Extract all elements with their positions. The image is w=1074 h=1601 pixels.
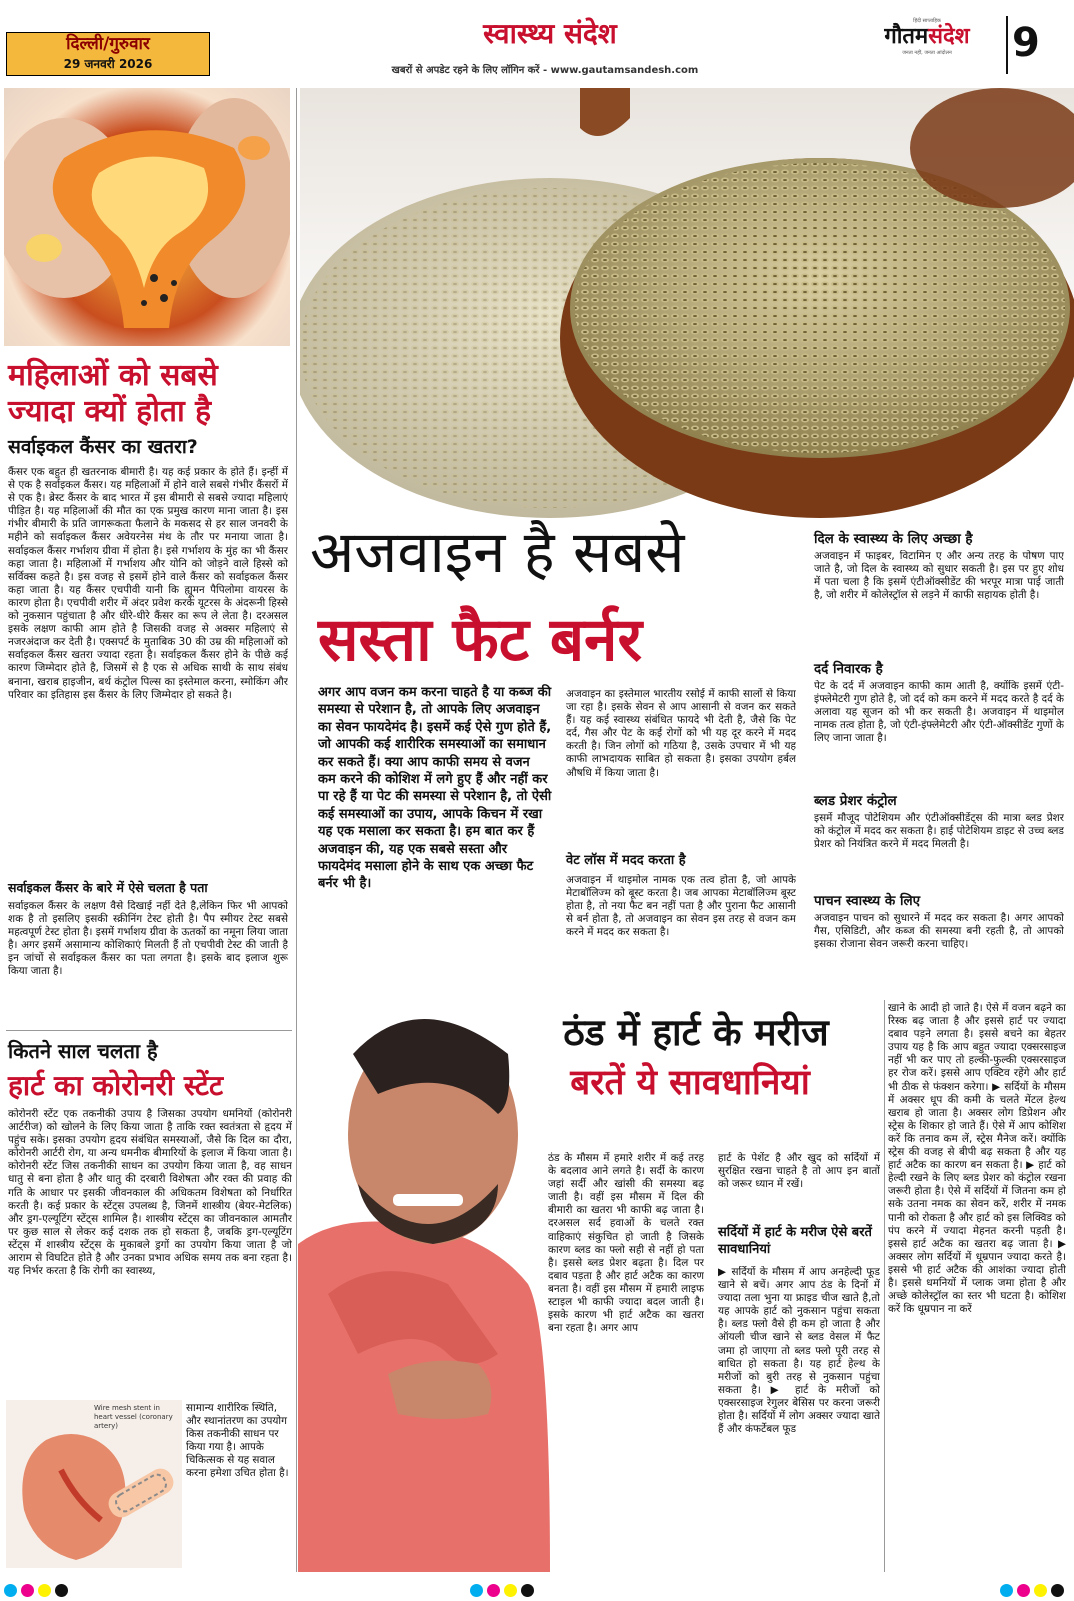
heart-col-2a: हार्ट के पेशेंट है और खुद को सर्दियों में सुरक्षित रखना चाहते है तो आप इन बातों को जरूर ध्यान में रखें। [718, 1152, 880, 1191]
header-divider [1006, 16, 1008, 74]
logo-a: गौतम [884, 24, 929, 49]
stent-body-tail: सामान्य शारीरिक स्थिति, और स्थानांतरण का उपयोग किस तकनीकी साधन पर किया गया है। आपके चिकित्सक से यह सवाल करना हमेशा उचित होता है। [186, 1402, 289, 1480]
stent-title-2: हार्ट का कोरोनरी स्टेंट [8, 1069, 224, 1102]
digestion-subhead: पाचन स्वास्थ्य के लिए [814, 893, 921, 909]
heart-health-subhead: दिल के स्वास्थ्य के लिए अच्छा है [814, 531, 973, 547]
city-day: दिल्ली/गुरुवार [66, 34, 150, 54]
women-cancer-title-1: महिलाओं को सबसे [8, 358, 218, 393]
print-marks-right [1000, 1582, 1068, 1601]
heart-title-2: बरतें ये सावधानियां [570, 1063, 810, 1103]
heart-col-rule [884, 1000, 885, 1572]
heart-col-3: खाने के आदी हो जाते है। ऐसे में वजन बढ़ने का रिस्क बढ़ जाता है और इससे हार्ट पर ज्यादा दबाव पड़ने लगता है। इससे बचने का बेहतर उपाय यह है कि आप बहुत ज्यादा एक्सरसाइज नहीं भी कर पाए तो हल्की-फुल्की एक्सरसाइज हर रोज करें। इससे आप एक्टिव रहेंगे और हार्ट भी ठीक से फंक्शन करेगा। ▶ सर्दियों के मौसम में अक्सर धूप की कमी के चलते मेंटल हेल्थ खराब हो जाता है। अक्सर लोग डिप्रेशन और स्ट्रेस के शिकार हो जाते हैं। ऐसे में आप कोशिश करें कि तनाव कम लें, स्ट्रेस मैनेज करें। क्योंकि स्ट्रेस की वजह से बीपी बढ़ सकता है और यह हार्ट अटैक का कारण बन सकता है। ▶ हार्ट को हेल्दी रखने के लिए ब्लड प्रेशर को कंट्रोल रखना जरूरी होता है। ऐसे में सर्दियों में जितना कम हो सके उतना नमक का सेवन करें, शरीर में नमक पानी को रोकता है और हार्ट को इस लिक्विड को पंप करने में ज्यादा मेहनत करनी पड़ती है। इससे हार्ट अटैक का खतरा बढ़ जाता है। ▶ अक्सर लोग सर्दियों में धूम्रपान ज्यादा करते है। इससे भी हार्ट अटैक की आशंका ज्यादा होती है। इससे धमनियों में प्लाक जमा होता है और अच्छे कोलेस्ट्रॉल का स्तर भी घटता है। कोशिश करें कि धूम्रपान ना करें [888, 1002, 1066, 1316]
women-cancer-body: कैंसर एक बहुत ही खतरनाक बीमारी है। यह कई प्रकार के होते हैं। इन्हीं में से एक है सर्वाइकल कैंसर। यह महिलाओं में होने वाले सबसे गंभीर कैंसरों में से एक है। ब्रेस्ट कैंसर के बाद भारत में इस बीमारी से सबसे ज्यादा महिलाएं पीड़ित है। यह महिलाओं की मौत का एक प्रमुख कारण माना जाता है। इस गंभीर बीमारी के प्रति जागरूकता फैलाने के मकसद से हर साल जनवरी के महीने को सर्वाइकल कैंसर अवेयरनेस मंथ के तौर पर मनाया जाता है। सर्वाइकल कैंसर गर्भाशय ग्रीवा में होता है। इसे गर्भाशय के मुंह का भी कैंसर कहा जाता है। महिलाओं में गर्भाशय और योनि को जोड़ने वाले हिस्से को सर्विक्स कहते है। इस वजह से इसमें होने वाले कैंसर को सर्वाइकल कैंसर कहा जाता है। यह कैंसर एचपीवी यानी कि ह्यूमन पैपिलोमा वायरस के कारण होता है। एचपीवी शरीर में अंदर प्रवेश करके यूटरस के अंदरूनी हिस्से को नुकसान पहुंचाता है और धीरे-धीरे कैंसर का रूप ले लेता है। दरअसल इसके लक्षण काफी आम होते है जिसकी वजह से अक्सर महिलाएं से नजरअंदाज कर देती है। एक्सपर्ट के मुताबिक 30 की उम्र की महिलाओं को सर्वाइकल कैंसर खतरा ज्यादा रहता है। सर्वाइकल कैंसर होने के पीछे कई कारण जिम्मेदार होते है, जिसमें से है एक से अधिक साथी के साथ संबंध बनाना, खराब हाइजीन, बर्थ कंट्रोल पिल्स का इस्तेमाल करना, स्मोकिंग और परिवार का इतिहास इस कैंसर के लिए जिम्मेदार हो सकते है। [8, 466, 288, 701]
stent-body: कोरोनरी स्टेंट एक तकनीकी उपाय है जिसका उपयोग धमनियों (कोरोनरी आर्टरीज) को खोलने के लिए किया जाता है ताकि रक्त स्वतंत्रता से हृदय में पहुंच सके। इसका उपयोग हृदय संबंधित समस्याओं, जैसे कि दिल का दौरा, कोरोनरी आर्टरी रोग, या अन्य धमनीक बीमारियों के इलाज में किया जाता है। कोरोनरी स्टेंट जिस तकनीकी साधन का उपयोग किया जाता है, वह साधन धातु से बना होता है और धातु की दरबारी विशेषता और रक्त की प्रवाह की गति के आधार पर इसकी जीवनकाल की अधिकतम विशेषता को निर्धारित करती है। कई प्रकार के स्टेंट्स उपलब्ध है, जिनमें शास्त्रीय (बेयर-मेटलिक) और ड्रग-एल्यूटिंग स्टेंट्स शामिल है। शास्त्रीय स्टेंट्स का जीवनकाल आमतौर पर कुछ साल से लेकर कई दशक तक हो सकता है, जबकि ड्रग-एल्यूटिंग स्टेंट्स में शास्त्रीय स्टेंट्स के मुकाबले ड्रगों का उपयोग किया जाता है जो आराम से विघटित होते है और उनका प्रभाव अधिक समय तक बना रहता है। यह निर्भर करता है कि रोगी का स्वास्थ्य, [8, 1108, 292, 1278]
bp-control-body: इसमें मौजूद पोटेशियम और एंटीऑक्सीडेंट्स की मात्रा ब्लड प्रेशर को कंट्रोल में मदद कर सकता है। हाई पोटेशियम डाइट से उच्च ब्लड प्रेशर को नियंत्रित करने में मदद मिलती है। [814, 812, 1064, 851]
logo-b: संदेश [928, 24, 970, 49]
women-cancer-title-3: सर्वाइकल कैंसर का खतरा? [8, 436, 198, 458]
left-divider [6, 1030, 292, 1031]
ajwain-photo [300, 88, 1074, 528]
uterus-model-icon [4, 88, 290, 346]
ajwain-title-1: अजवाइन है सबसे [310, 518, 685, 586]
print-marks-left [4, 1582, 72, 1601]
print-marks-center [470, 1582, 538, 1601]
date-box [6, 32, 210, 76]
page-header [0, 0, 1074, 86]
column-rule-left [296, 88, 297, 1572]
women-cancer-title-2: ज्यादा क्यों होता है [8, 394, 212, 429]
ajwain-title-2: सस्ता फैट बर्नर [318, 605, 643, 675]
winter-care-subhead: सर्दियों में हार्ट के मरीज ऐसे बरतें सावधानियां [718, 1225, 872, 1257]
weight-loss-subhead: वेट लॉस में मदद करता है [566, 853, 686, 868]
heart-col-2b: ▶ सर्दियों के मौसम में आप अनहेल्दी फूड खाने से बचें। अगर आप ठंड के दिनों में ज्यादा तला भुना या फ्राइड चीज खाते है,तो यह आपके हार्ट को नुकसान पहुंचा सकता है। ब्लड फ्लो वैसे ही कम हो जाता है और ऑयली चीज खाने से ब्लड वेसल में फैट जमा हो जाएगा तो ब्लड फ्लो पूरी तरह से बाधित हो सकता है। यह हार्ट हेल्थ के मरीजों को बुरी तरह से नुकसान पहुंचा सकता है। ▶ हार्ट के मरीजों को एक्सरसाइज रेगुलर बेसिस पर करना जरूरी होता है। सर्दियों में लोग अक्सर ज्यादा खाते हैं और कंफर्टेबल फूड [718, 1266, 880, 1436]
heart-health-body: अजवाइन में फाइबर, विटामिन ए और अन्य तरह के पोषण पाए जाते है, जो दिल के स्वास्थ्य को सुधार सकती है। इस पर हुए शोध में पता चला है कि इसमें एंटीऑक्सीडेंट की भरपूर मात्रा पाई जाती है, जो शरीर में कोलेस्ट्रॉल से लड़ने में काफी सहायक होती है। [814, 550, 1064, 602]
cervical-detect-subhead: सर्वाइकल कैंसर के बारे में ऐसे चलता है पता [8, 880, 208, 895]
logo-tagline: जनता नहीं, जनता आंदोलन [902, 50, 952, 56]
stent-title-1: कितने साल चलता है [8, 1039, 158, 1063]
digestion-body: अजवाइन पाचन को सुधारने में मदद कर सकता है। अगर आपको गैस, एसिडिटी, और कब्ज की समस्या बनी रहती है, तो आपको इसका रोजाना सेवन जरूरी करना चाहिए। [814, 912, 1064, 951]
stent-label: Wire mesh stent in heart vessel (coronary artery) [94, 1404, 173, 1430]
heart-col-1: ठंड के मौसम में हमारे शरीर में कई तरह के बदलाव आने लगते है। सर्दी के कारण जहां सर्दी और खांसी की समस्या बढ़ जाती है। वहीं इस मौसम में दिल की बीमारी का खतरा भी काफी बढ़ जाता है। दरअसल सर्द हवाओं के चलते रक्त वाहिकाएं संकुचित हो जाती है जिसके कारण ब्लड का फ्लो सही से नहीं हो पता है। इससे ब्लड प्रेशर बढ़ता है। दिल पर दबाव पड़ता है और हार्ट अटैक का कारण बनता है। वहीं इस मौसम में हमारी लाइफ स्टाइल भी काफी ज्यादा बदल जाती है। इसके कारण भी हार्ट अटैक का खतरा बना रहता है। अगर आप [548, 1152, 704, 1335]
cervical-detect-body: सर्वाइकल कैंसर के लक्षण वैसे दिखाई नहीं देते है,लेकिन फिर भी आपको शक है तो इसलिए इसकी स्क्रीनिंग टेस्ट होती है। पैप स्मीयर टेस्ट सबसे महत्वपूर्ण टेस्ट होता है। इसमें गर्भाशय ग्रीवा के ऊतकों का नमूना लिया जाता है। अगर इसमें असामान्य कोशिकाएं मिलती हैं तो एचपीवी टेस्ट की जाती है इन जांचों से सर्वाइकल कैंसर का पता लगता है। इसके बाद इलाज शुरू किया जाता है। [8, 900, 288, 978]
ajwain-lead: अगर आप वजन कम करना चाहते है या कब्ज की समस्या से परेशान है, तो आपके लिए अजवाइन का सेवन फायदेमंद है। इसमें कई ऐसे गुण होते हैं, जो आपकी कई शारीरिक समस्याओं का समाधान कर सकते हैं। क्या आप काफी समय से वजन कम करने की कोशिश में लगे हुए हैं और नहीं कर पा रहे हैं या पेट की समस्या से परेशान है, तो ऐसी कई समस्याओं का उपाय, आपके किचन में रखा यह एक मसाला कर सकता है। हम बात कर हैं अजवाइन की, यह एक सबसे सस्ता और फायदेमंद मसाला होने के साथ एक अच्छा फैट बर्नर भी है। [318, 685, 552, 892]
uterus-photo [4, 88, 290, 346]
masthead-logo [862, 18, 992, 56]
bp-control-subhead: ब्लड प्रेशर कंट्रोल [814, 793, 897, 809]
stent-diagram [6, 1400, 182, 1568]
page-number: 9 [1012, 20, 1040, 66]
heart-title-1: ठंड में हार्ट के मरीज [563, 1011, 829, 1054]
header-subline: खबरों से अपडेट रहने के लिए लॉगिन करें - www.gautamsandesh.com [391, 65, 699, 76]
pain-relief-subhead: दर्द निवारक है [814, 661, 883, 677]
ajwain-mid-body: अजवाइन का इस्तेमाल भारतीय रसोई में काफी सालों से किया जा रहा है। इसके सेवन से आप आसानी से वजन कर सकते हैं। यह कई स्वास्थ्य संबंधित फायदे भी देती है, जैसे कि पेट दर्द, गैस और पेट के कई रोगों को भी यह दूर करने में मदद करती है। जिन लोगों को गठिया है, उसके उपचार में भी यह काफी लाभदायक साबित हो सकता है। इसका उपयोग हर्बल औषधि में किया जाता है। [566, 688, 796, 779]
pain-relief-body: पेट के दर्द में अजवाइन काफी काम आती है, क्योंकि इसमें एंटी-इंफ्लेमेटरी गुण होते है, जो दर्द को कम करने में मदद करते है दर्द के अलावा यह सूजन को भी कर सकती है। अजवाइन में थाइमोल नामक तत्व होता है, जो एंटी-इंफ्लेमेटरी और एंटी-ऑक्सीडेंट गुणों के लिए जाना जाता है। [814, 680, 1064, 745]
weight-loss-body: अजवाइन में थाइमोल नामक एक तत्व होता है, जो आपके मेटाबॉलिज्म को बूस्ट करता है। जब आपका मेटाबॉलिज्म बूस्ट होता है, तो नया फैट बन नहीं पता है और पुराना फैट आसानी से बर्न होता है, तो अजवाइन का सेवन इस तरह से वजन कम करने में मदद कर सकता है। [566, 874, 796, 939]
ajwain-seeds-icon [300, 88, 1074, 528]
issue-date: 29 जनवरी 2026 [63, 57, 153, 71]
logo-pre: हिंदी साप्ताहिक [913, 18, 941, 24]
section-title: स्वास्थ्य संदेश [483, 17, 617, 50]
